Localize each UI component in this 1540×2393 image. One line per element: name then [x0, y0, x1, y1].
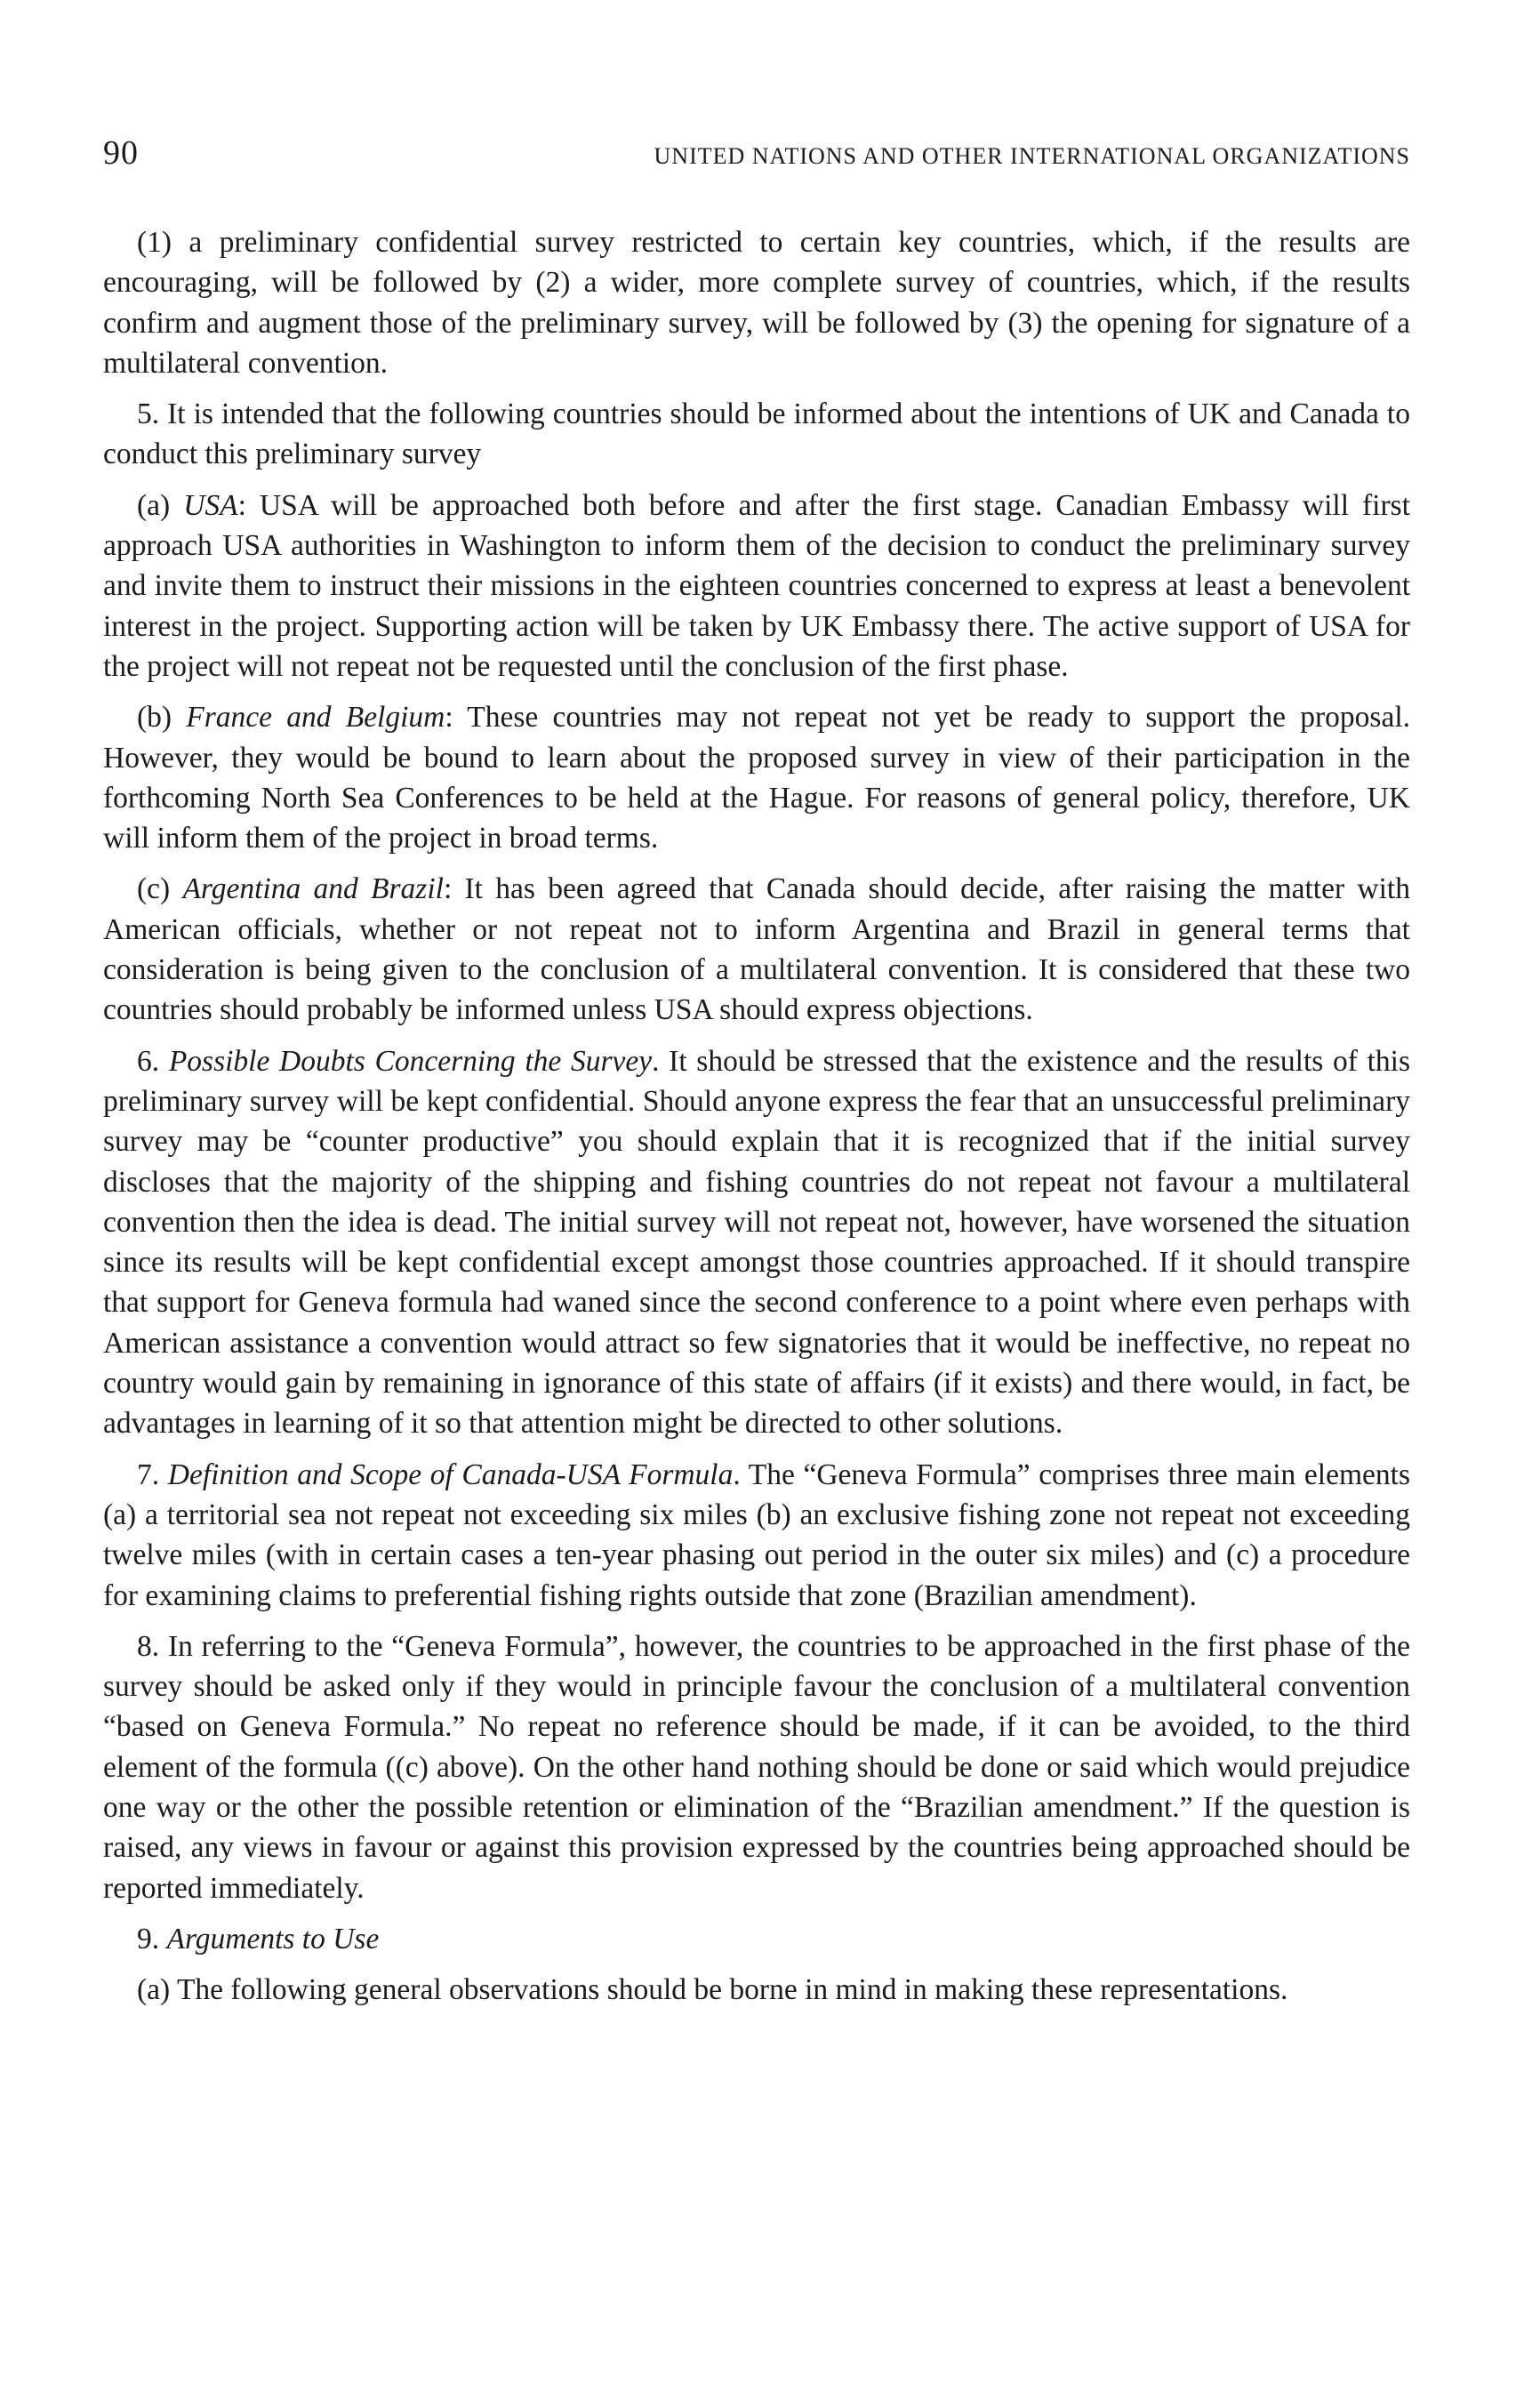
paragraph-5c-argentina-brazil: (c) Argentina and Brazil: It has been agreed that Canada should decide, after raising the matter with American officials, whether or not repeat not to inform Argentina and Brazil in general terms that consideration is being given to the conclusion of a multilateral convention. It is considered that these two countries should probably be informed unless USA should express objections.: [103, 872, 1410, 1027]
document-page: [103, 133, 1410, 2020]
heading-possible-doubts: Possible Doubts Concerning the Survey: [168, 1044, 653, 1078]
heading-arguments-to-use: Arguments to Use: [166, 1922, 380, 1955]
body-text: [103, 222, 1410, 2010]
paragraph-survey-stages: (1) a preliminary confidential survey restricted to certain key countries, which, if the results are encouraging, will be followed by (2) a wider, more complete survey of countries, which, if the results confirm and augment those of the preliminary survey, will be followed by (3) the opening for signature of a multilateral convention.: [103, 226, 1410, 380]
paragraph-5: 5. It is intended that the following countries should be informed about the intentions of UK and Canada to conduct this preliminary survey: [103, 397, 1410, 471]
paragraph-5b-france-belgium: (b) France and Belgium: These countries may not repeat not yet be ready to support the proposal. However, they would be bound to learn about the proposed survey in view of their participation in the forthcoming North Sea Conferences to be held at the Hague. For reasons of general policy, therefore, UK will inform them of the project in broad terms.: [103, 701, 1411, 855]
paragraph-9: 9. Arguments to Use: [137, 1922, 380, 1955]
heading-usa: USA: [183, 488, 238, 522]
running-head: UNITED NATIONS AND OTHER INTERNATIONAL ORGANIZATIONS: [654, 143, 1410, 169]
paragraph-6: 6. Possible Doubts Concerning the Survey. It should be stressed that the existence and the results of this preliminary survey will be kept confidential. Should anyone express the fear that an unsuccessful preliminary survey may be “counter productive” you should explain that it is recognized that if the initial survey discloses that the majority of the shipping and fishing countries do not repeat not favour a multilateral convention then the idea is dead. The initial survey will not repeat not, however, have worsened the situation since its results will be kept confidential except amongst those countries approached. If it should transpire that support for Geneva formula had waned since the second conference to a point where even perhaps with American assistance a convention would attract so few signatories that it would be ineffective, no repeat no country would gain by remaining in ignorance of this state of affairs (if it exists) and there would, in fact, be advantages in learning of it so that attention might be directed to other solutions.: [103, 1044, 1411, 1441]
page-number: 90: [103, 134, 139, 172]
heading-argentina-brazil: Argentina and Brazil: [182, 872, 444, 906]
heading-france-belgium: France and Belgium: [186, 701, 445, 735]
paragraph-9a: (a) The following general observations should be borne in mind in making these representations.: [137, 1973, 1288, 2007]
paragraph-7: 7. Definition and Scope of Canada-USA Formula. The “Geneva Formula” comprises three main elements (a) a territorial sea not repeat not exceeding six miles (b) an exclusive fishing zone not repeat not exceeding twelve miles (with in certain cases a ten-year phasing out period in the outer six miles) and (c) a procedure for examining claims to preferential fishing rights outside that zone (Brazilian amendment).: [103, 1457, 1411, 1612]
paragraph-8: 8. In referring to the “Geneva Formula”, however, the countries to be approached in the first phase of the survey should be asked only if they would in principle favour the conclusion of a multilateral convention “based on Geneva Formula.” No repeat no reference should be made, if it can be avoided, to the third element of the formula ((c) above). On the other hand nothing should be done or said which would prejudice one way or the other the possible retention or elimination of the “Brazilian amendment.” If the question is raised, any views in favour or against this provision expressed by the countries being approached should be reported immediately.: [103, 1629, 1410, 1905]
heading-definition-scope: Definition and Scope of Canada-USA Formula: [167, 1457, 734, 1491]
paragraph-5a-usa: (a) USA: USA will be approached both before and after the first stage. Canadian Embassy will first approach USA authorities in Washington to inform them of the decision to conduct the preliminary survey and invite them to instruct their missions in the eighteen countries concerned to express at least a benevolent interest in the project. Supporting action will be taken by UK Embassy there. The active support of USA for the project will not repeat not be requested until the conclusion of the first phase.: [103, 488, 1410, 683]
page-header: [103, 133, 1410, 173]
